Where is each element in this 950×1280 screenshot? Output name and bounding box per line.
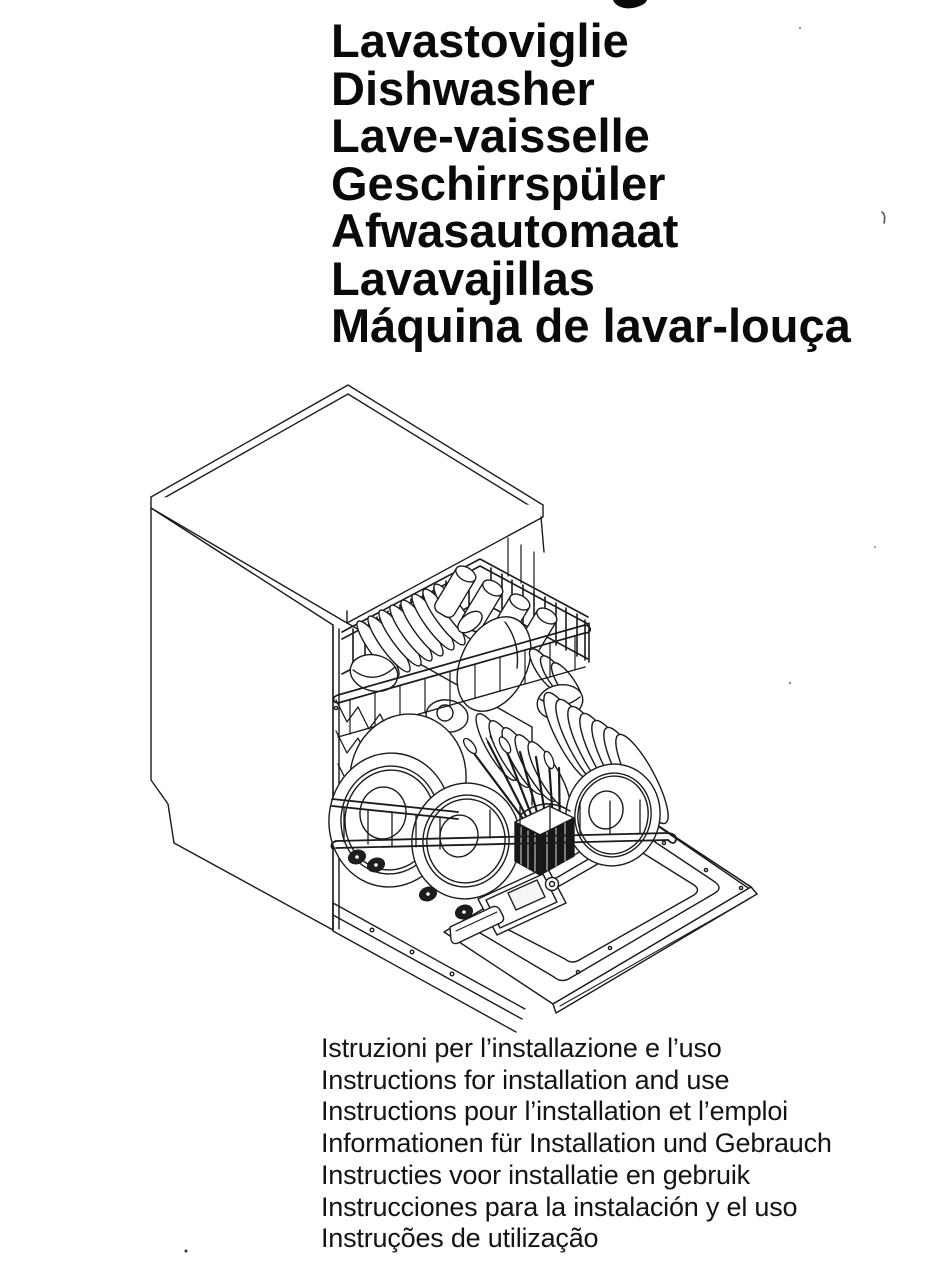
title-english: Dishwasher xyxy=(331,61,595,115)
instruction-spanish: Instrucciones para la instalación y el uso xyxy=(321,1191,798,1222)
instructions-block xyxy=(321,1033,832,1255)
instruction-german: Informationen für Installation und Gebrauch xyxy=(321,1128,832,1159)
instruction-italian: Istruzioni per l’installazione e l’uso xyxy=(321,1033,722,1063)
title-french: Lave-vaisselle xyxy=(331,109,650,162)
title-portuguese: Máquina de lavar-louça xyxy=(331,299,851,352)
title-german: Geschirrspüler xyxy=(331,156,666,210)
title-dutch: Afwasautomaat xyxy=(331,204,679,257)
instruction-dutch: Instructies voor installatie en gebruik xyxy=(321,1159,750,1190)
instruction-french: Instructions pour l’installation et l’emploi xyxy=(321,1096,788,1127)
title-italian: Lavastoviglie xyxy=(331,14,629,67)
instruction-english: Instructions for installation and use xyxy=(321,1064,730,1095)
title-spanish: Lavavajillas xyxy=(331,251,595,305)
instruction-portuguese: Instruções de utilização xyxy=(321,1223,599,1254)
